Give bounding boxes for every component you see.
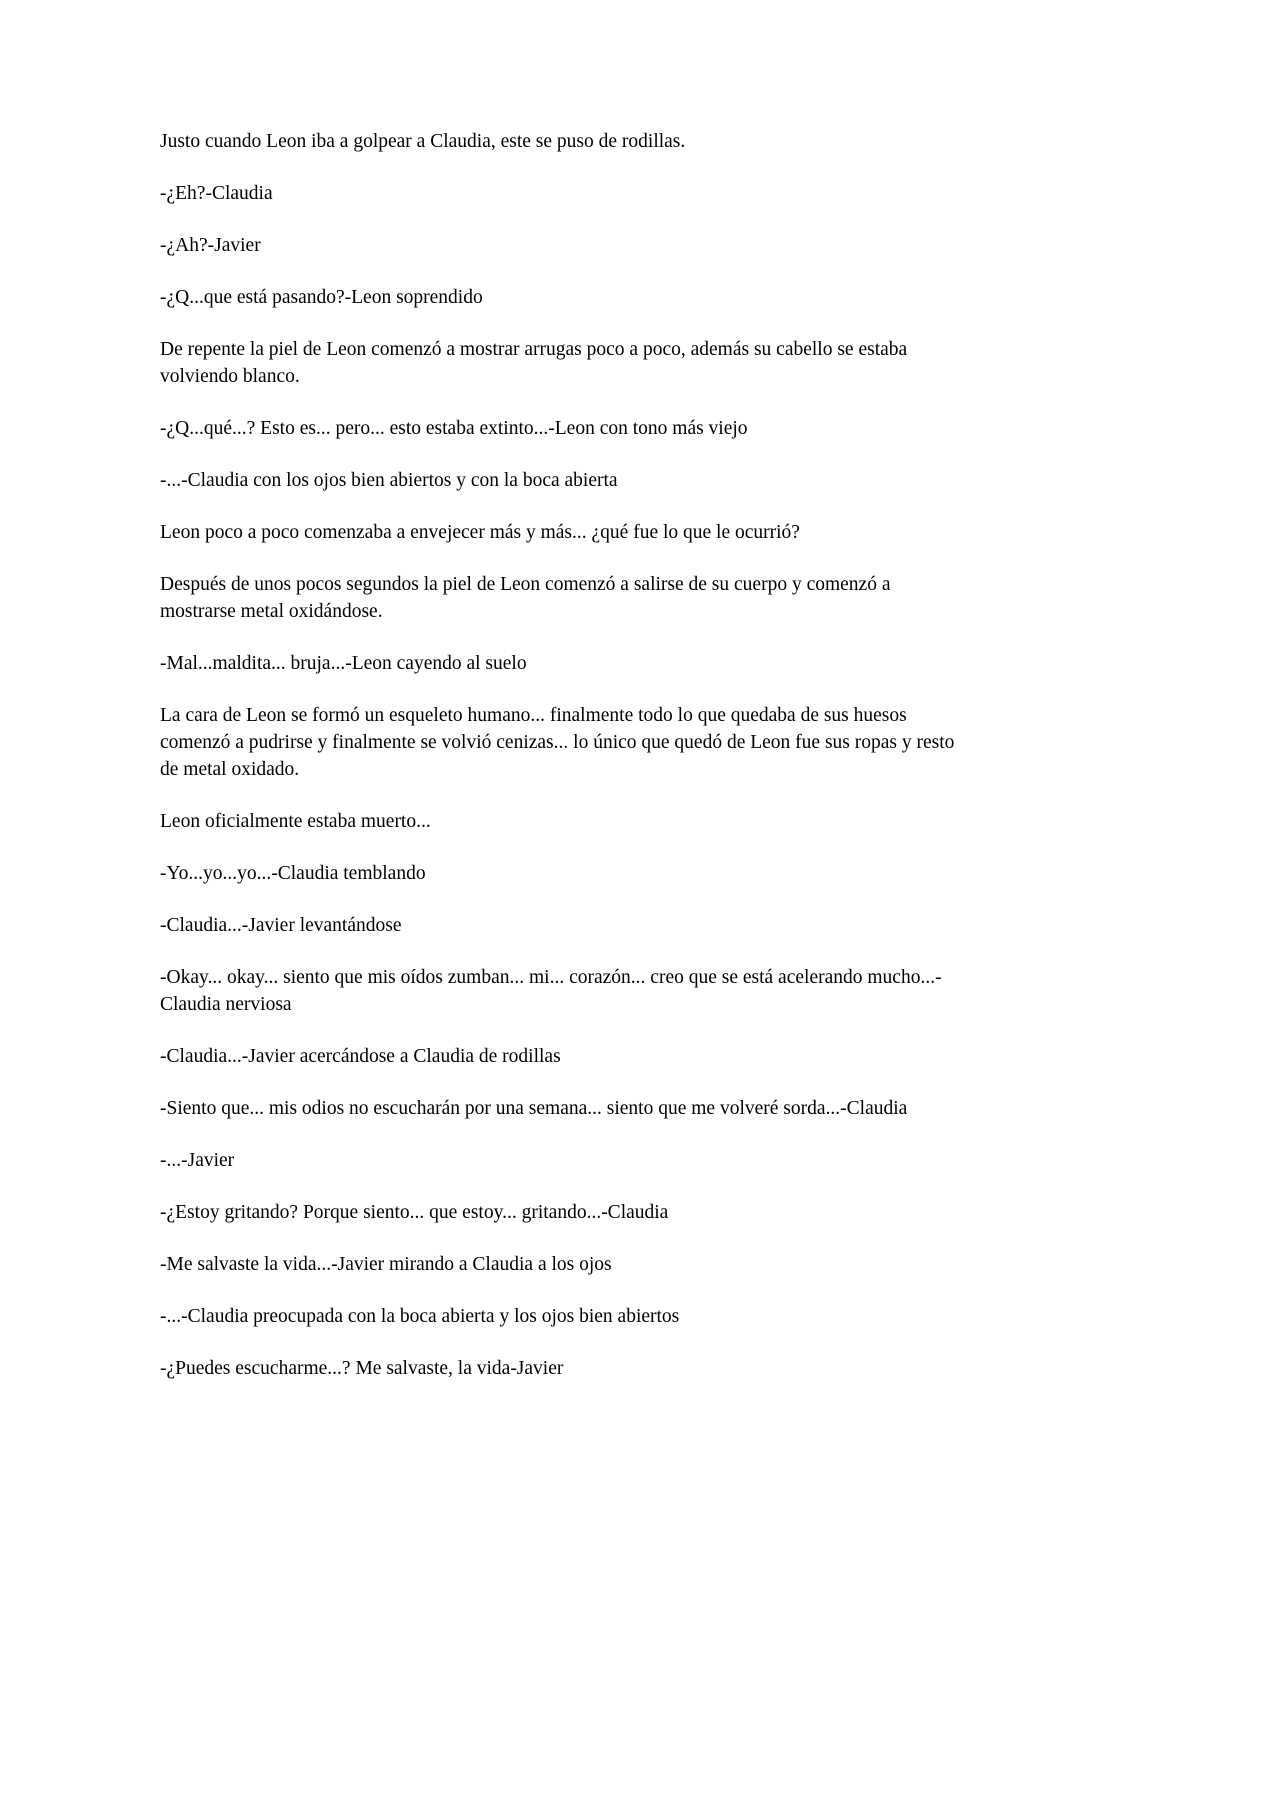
document-content (160, 128, 962, 1382)
paragraph: -...-Claudia preocupada con la boca abierta y los ojos bien abiertos (160, 1306, 680, 1327)
paragraph: -Me salvaste la vida...-Javier mirando a Claudia a los ojos (160, 1254, 612, 1275)
paragraph: Leon poco a poco comenzaba a envejecer más y más... ¿qué fue lo que le ocurrió? (160, 522, 800, 543)
paragraph: Justo cuando Leon iba a golpear a Claudia, este se puso de rodillas. (160, 131, 686, 152)
paragraph: -Yo...yo...yo...-Claudia temblando (160, 863, 426, 884)
paragraph: -¿Q...qué...? Esto es... pero... esto estaba extinto...-Leon con tono más viejo (160, 418, 748, 439)
paragraph: -¿Eh?-Claudia (160, 183, 273, 204)
paragraph: -...-Claudia con los ojos bien abiertos y con la boca abierta (160, 470, 618, 491)
paragraph: -Mal...maldita... bruja...-Leon cayendo al suelo (160, 653, 527, 674)
paragraph: -¿Puedes escucharme...? Me salvaste, la vida-Javier (160, 1358, 564, 1379)
paragraph: -...-Javier (160, 1150, 235, 1171)
paragraph: -¿Ah?-Javier (160, 235, 261, 256)
paragraph: Después de unos pocos segundos la piel de Leon comenzó a salirse de su cuerpo y comenzó a mostrarse metal oxidándose. (160, 574, 891, 622)
paragraph: -Claudia...-Javier acercándose a Claudia de rodillas (160, 1046, 561, 1067)
paragraph: -Siento que... mis odios no escucharán por una semana... siento que me volveré sorda...-Claudia (160, 1098, 908, 1119)
paragraph: -¿Estoy gritando? Porque siento... que estoy... gritando...-Claudia (160, 1202, 669, 1223)
paragraph: -Okay... okay... siento que mis oídos zumban... mi... corazón... creo que se está acelerando mucho...-Claudia nerviosa (160, 967, 942, 1015)
paragraph: La cara de Leon se formó un esqueleto humano... finalmente todo lo que quedaba de sus huesos comenzó a pudrirse y finalmente se volvió cenizas... lo único que quedó de Leon fue sus ropas y resto de metal oxidado. (160, 705, 955, 780)
paragraph: Leon oficialmente estaba muerto... (160, 811, 431, 832)
paragraph: -Claudia...-Javier levantándose (160, 915, 402, 936)
paragraph: -¿Q...que está pasando?-Leon soprendido (160, 287, 483, 308)
paragraph: De repente la piel de Leon comenzó a mostrar arrugas poco a poco, además su cabello se estaba volviendo blanco. (160, 339, 908, 387)
